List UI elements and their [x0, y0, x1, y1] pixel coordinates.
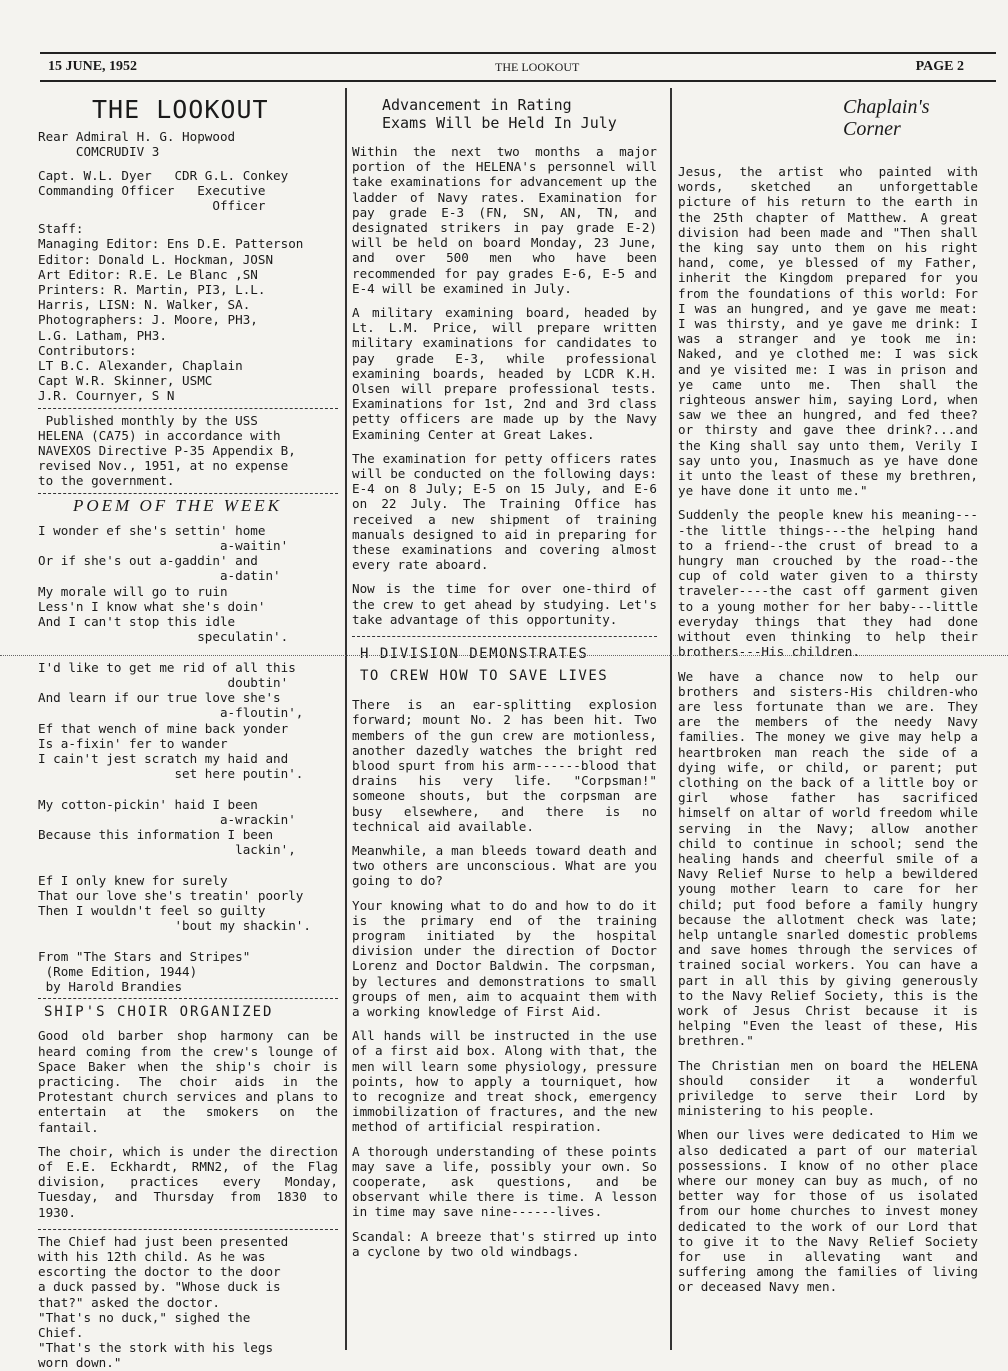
text-line: J.R. Cournyer, S N — [38, 388, 175, 404]
divider — [38, 998, 338, 999]
h-division-paragraph-4: All hands will be instructed in the use of a first aid box. Along with that, the men will learn some physiology, pressure points, how to apply a tourniquet, how to recognize and treat shock, emergency immobilization of fractures, and the new method of artificial respiration. — [352, 1028, 657, 1135]
h-division-paragraph-1: There is an ear-splitting explosion forward; mount No. 2 has been hit. Two members of the gun crew are motionless, another dazedly watches the bright red blood spurt from his arm------blood that drains his very life. "Corpsman!" someone shouts, but the corpsman are busy elsewhere, and there is no technical aid available. — [352, 697, 657, 834]
header-bottom-rule — [40, 80, 996, 82]
h-division-paragraph-2: Meanwhile, a man bleeds toward death and two others are unconscious. What are you going to do? — [352, 842, 657, 889]
text-line: set here poutin'. — [38, 766, 304, 782]
text-line: escorting the doctor to the door — [38, 1264, 281, 1280]
text-line: revised Nov., 1951, at no expense — [38, 458, 289, 474]
issue-date: 15 JUNE, 1952 — [48, 59, 138, 74]
h-division-headline: H DIVISION DEMONSTRATES TO CREW HOW TO SAVE LIVES — [360, 646, 609, 685]
column-divider-2 — [670, 88, 672, 1350]
text-line: LT B.C. Alexander, Chaplain — [38, 358, 243, 374]
text-line: a duck passed by. "Whose duck is — [38, 1279, 281, 1295]
text-line: Or if she's out a-gaddin' and — [38, 553, 258, 569]
text-line: I wonder ef she's settin' home — [38, 522, 266, 538]
text-line: And learn if our true love she's — [38, 690, 281, 706]
text-line: Rear Admiral H. G. Hopwood — [38, 129, 236, 145]
divider — [38, 408, 338, 409]
text-line: Printers: R. Martin, PI3, L.L. — [38, 282, 266, 298]
text-line: Because this information I been — [38, 826, 274, 842]
text-line: Staff: — [38, 221, 84, 237]
poem — [38, 523, 338, 994]
text-line: Capt. W.L. Dyer CDR G.L. Conkey — [38, 167, 289, 183]
text-line: Editor: Donald L. Hockman, JOSN — [38, 251, 274, 267]
text-line: lackin', — [38, 842, 296, 858]
text-line: Photographers: J. Moore, PH3, — [38, 312, 258, 328]
text-line: Harris, LISN: N. Walker, SA. — [38, 297, 251, 313]
column-right — [678, 88, 978, 1350]
text-line: Managing Editor: Ens D.E. Patterson — [38, 236, 304, 252]
text-line: Is a-fixin' fer to wander — [38, 735, 228, 751]
advancement-headline: Advancement in Rating Exams Will be Held In July — [382, 96, 617, 132]
text-line: Less'n I know what she's doin' — [38, 598, 266, 614]
chaplain-paragraph-3: We have a chance now to help our brothers and sisters-His children-who are less fortunate than we are. They are the members of the needy Navy families. The money we give may help a heartbroken man reach the side of a dying wife, or child, or parent; put clothing on the back of a little boy or girl whose father has sacrificed himself on altar of world freedom while serving in the Navy; allow another child to continue in school; send the healing hands and cheerful smile of a Navy Relief Nurse to help a bewildered young mother learn to care for her child; put food before a family hungry because the allotment check was late; help untangle snarled domestic problems and save homes through the services of trained social workers. You can have a part in all this by giving generously to the Navy Relief Society, this is the work of Jesus Christ because it is helping "Even the least of these, His brethren." — [678, 668, 978, 1049]
text-line: with his 12th child. As he was — [38, 1249, 266, 1265]
text-line: HELENA (CA75) in accordance with — [38, 427, 281, 443]
text-line: My cotton-pickin' haid I been — [38, 796, 258, 812]
text-line: Chief. — [38, 1325, 84, 1341]
advancement-paragraph-3: The examination for petty officers rates will be conducted on the following days: E-4 on 8 July; E-5 on 15 July, and E-6 on 22 July. The Training Office has received a new shipment of training manuals designed to aid in preparing for these examinations and covering almost every rate aboard. — [352, 450, 657, 573]
chief-joke — [38, 1234, 338, 1371]
text-line: That our love she's treatin' poorly — [38, 887, 304, 903]
chaplain-paragraph-4: The Christian men on board the HELENA should consider it a wonderful priviledge to serve their Lord by ministering to his people. — [678, 1057, 978, 1119]
choir-headline: SHIP'S CHOIR ORGANIZED — [44, 1004, 274, 1021]
text-line: NAVEXOS Directive P-35 Appendix B, — [38, 443, 296, 459]
text-line: (Rome Edition, 1944) — [38, 963, 198, 979]
column-middle — [352, 88, 657, 1350]
divider — [38, 1229, 338, 1230]
divider — [38, 493, 338, 494]
text-line: a-datin' — [38, 568, 281, 584]
h-division-paragraph-5: A thorough understanding of these points may save a life, possibly your own. So cooperate, ask questions, and be observant while there is time. A lesson in time may save nine------lives. — [352, 1143, 657, 1220]
text-line: 'bout my shackin'. — [38, 918, 311, 934]
text-line: worn down." — [38, 1355, 122, 1371]
text-line: I cain't jest scratch my haid and — [38, 750, 289, 766]
text-line: Ef I only knew for surely — [38, 872, 228, 888]
page-header — [40, 52, 996, 82]
column-left — [38, 88, 338, 1371]
text-line: COMCRUDIV 3 — [38, 144, 160, 160]
text-line: "That's no duck," sighed the — [38, 1309, 251, 1325]
chaplain-corner-title: Chaplain's Corner — [843, 96, 930, 140]
text-line: The Chief had just been presented — [38, 1233, 289, 1249]
text-line: Ef that wench of mine back yonder — [38, 720, 289, 736]
text-line: My morale will go to ruin — [38, 583, 228, 599]
text-line — [38, 933, 338, 948]
divider — [352, 636, 657, 637]
poem-title: POEM OF THE WEEK — [73, 495, 283, 515]
page-fold-line — [0, 655, 1008, 656]
publication-notice — [38, 413, 338, 489]
text-line: I'd like to get me rid of all this — [38, 659, 296, 675]
text-line: Contributors: — [38, 342, 137, 358]
text-line: "That's the stork with his legs — [38, 1340, 274, 1356]
text-line: a-wrackin' — [38, 811, 296, 827]
text-line — [38, 857, 338, 872]
page-number: PAGE 2 — [915, 59, 964, 74]
text-line — [38, 781, 338, 796]
text-line: a-floutin', — [38, 705, 304, 721]
advancement-paragraph-2: A military examining board, headed by Lt. L.M. Price, will prepare written military examinations for candidates to pay grade E-3, while professional examining boards, headed by LCDR K.H. Olsen will prepare professional tests. Examinations for 1st, 2nd and 3rd class petty officers are made up by the Navy Examining Center at Great Lakes. — [352, 305, 657, 442]
text-line: L.G. Latham, PH3. — [38, 327, 167, 343]
text-line: to the government. — [38, 473, 175, 489]
staff-block — [38, 221, 338, 403]
advancement-paragraph-4: Now is the time for over one-third of the crew to get ahead by studying. Let's take advantage of this opportunity. — [352, 581, 657, 627]
text-line: From "The Stars and Stripes" — [38, 948, 251, 964]
text-line: by Harold Brandies — [38, 978, 183, 994]
header-top-rule — [40, 52, 996, 54]
choir-paragraph-2: The choir, which is under the direction of E.E. Eckhardt, RMN2, of the Flag division, practices every Monday, Tuesday, and Thursday from 1830 to 1930. — [38, 1143, 338, 1220]
text-line: Published monthly by the USS — [38, 412, 258, 428]
text-line: And I can't stop this idle — [38, 614, 236, 630]
advancement-paragraph-1: Within the next two months a major portion of the HELENA's personnel will take examinations for advancement up the ladder of Navy rates. Examination for pay grade E-3 (FN, SN, AN, TN, and designated strikers in pay grade E-2) will be held on board Monday, 23 June, and over 500 men who have been recommended for pay grades E-6, E-5 and E-4 will be examined in July. — [352, 144, 657, 296]
text-line: Then I wouldn't feel so guilty — [38, 902, 266, 918]
choir-paragraph-1: Good old barber shop harmony can be heard coming from the crew's lounge of Space Baker when the ship's choir is practicing. The choir aids in the Protestant church services and plans to entertain at the smokers on the fantail. — [38, 1028, 338, 1135]
text-line: speculatin'. — [38, 629, 289, 645]
text-line: that?" asked the doctor. — [38, 1294, 220, 1310]
text-line: doubtin' — [38, 674, 289, 690]
column-divider-1 — [345, 88, 347, 1350]
text-line: Commanding Officer Executive — [38, 182, 266, 198]
text-line: Capt W.R. Skinner, USMC — [38, 373, 213, 389]
chaplain-paragraph-1: Jesus, the artist who painted with words, sketched an unforgettable picture of his return to the earth in the 25th chapter of Matthew. A great division had been made and "Then shall the king say unto them on his right hand, come, ye blessed of my Father, inherit the Kingdom prepared for you from the foundations of this world: For I was an hungred, and ye gave me meat: I was thirsty, and ye gave me drink: I was a stranger and ye took me in: Naked, and ye clothed me: I was sick and ye visited me: I was in prison and ye came unto me. Then shall the righteous answer him, saying Lord, when saw we thee an hungred, and fed thee? or thirsty and gave thee drink?...and the King shall say unto them, Verily I say unto you, Inasmuch as ye have done it unto the least of these my brethren, ye have done it unto me." — [678, 164, 978, 499]
h-division-paragraph-3: Your knowing what to do and how to do it is the primary end of the training program initiated by the hospital division under the direction of Doctor Lorenz and Doctor Baldwin. The corpsman, by lectures and demonstrations to small groups of men, aim to acquaint them with a working knowledge of First Aid. — [352, 897, 657, 1019]
text-line — [38, 645, 338, 660]
text-line: Officer — [38, 198, 266, 214]
scandal-quip: Scandal: A breeze that's stirred up into a cyclone by two old windbags. — [352, 1228, 657, 1259]
header-title: THE LOOKOUT — [495, 60, 580, 74]
text-line: Art Editor: R.E. Le Blanc ,SN — [38, 266, 258, 282]
masthead: THE LOOKOUT — [92, 95, 269, 124]
chaplain-paragraph-5: When our lives were dedicated to Him we also dedicated a part of our material possessions. I know of no other place where our money can buy as much, of no better way for those of us isolated from our home churches to invest money dedicated to the work of our Lord that to give it to the Navy Relief Society for use in allevating want and suffering among the families of living or deceased Navy men. — [678, 1127, 978, 1295]
chaplain-paragraph-2: Suddenly the people knew his meaning----the little things---the helping hand to a friend--the crust of bread to a hungry man crouched by the road--the cup of cold water given to a thirsty traveler----the cast off garment given to a young mother for her baby---little everyday things that they had done without even thinking to help their brothers---His children. — [678, 507, 978, 660]
admiral-block — [38, 129, 338, 159]
officers-block — [38, 168, 338, 214]
text-line: a-waitin' — [38, 538, 289, 554]
